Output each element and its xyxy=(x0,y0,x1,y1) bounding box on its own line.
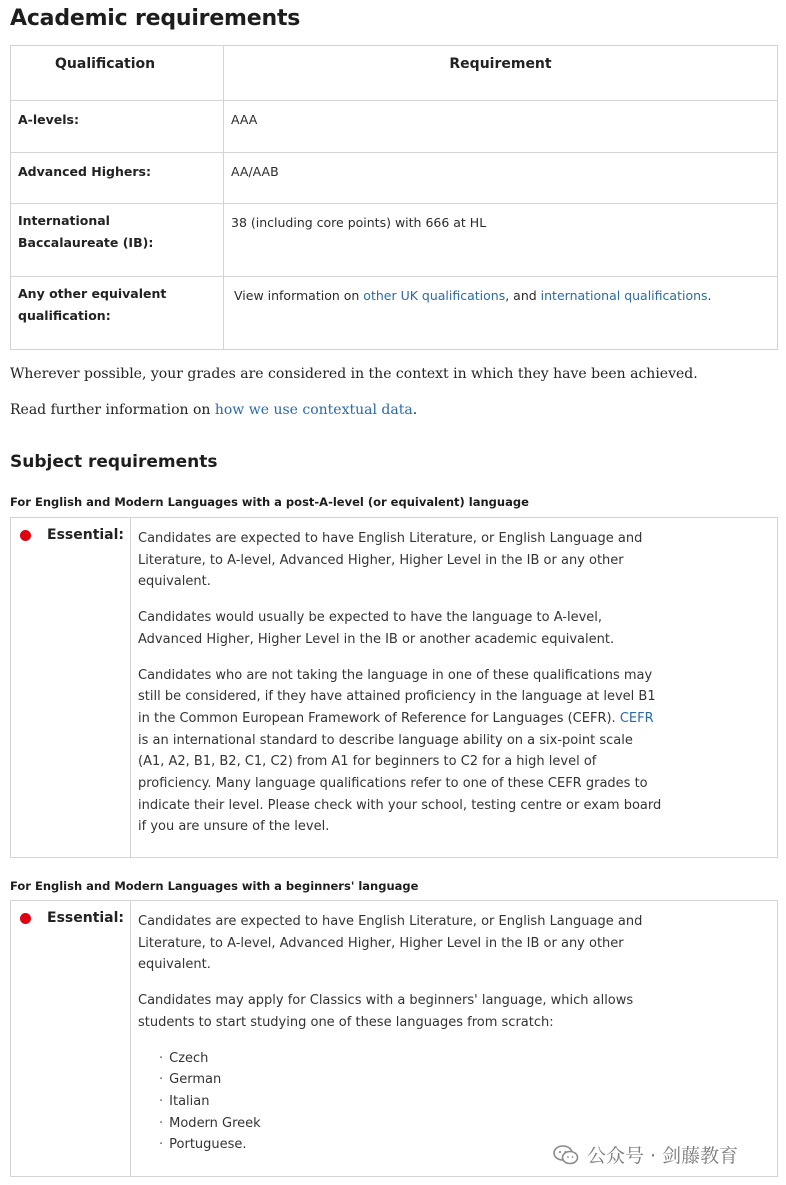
row-label: International Baccalaureate (IB): xyxy=(11,204,224,277)
academic-requirements-heading: Academic requirements xyxy=(10,6,301,31)
essential-label: Essential: xyxy=(47,910,125,926)
section1-label: For English and Modern Languages with a post-A-level (or equivalent) language xyxy=(10,495,529,509)
language-list xyxy=(159,1048,663,1157)
list-item: · Italian xyxy=(159,1091,663,1113)
requirement-header: Requirement xyxy=(224,46,778,101)
row-value: AAA xyxy=(224,101,778,153)
paragraph: Candidates would usually be expected to have the language to A-level, Advanced Higher, Higher Level in the IB or another academic equivalent. xyxy=(138,610,615,647)
watermark-text: 公众号 · 剑藤教育 xyxy=(587,1145,739,1167)
contextual-data-link[interactable]: how we use contextual data xyxy=(214,402,413,418)
section1-box xyxy=(10,517,778,858)
essential-content xyxy=(138,528,663,852)
essential-column xyxy=(11,901,131,1176)
row-label: A-levels: xyxy=(11,101,224,153)
bullet-dot-icon xyxy=(20,530,31,541)
qualification-header: Qualification xyxy=(11,46,224,101)
other-text-pre: View information on xyxy=(234,288,364,303)
context-pre: Read further information on xyxy=(10,402,215,418)
other-text-post: . xyxy=(707,288,712,303)
row-value: 38 (including core points) with 666 at HL xyxy=(224,204,778,277)
other-uk-qualifications-link[interactable]: other UK qualifications xyxy=(363,288,506,303)
essential-label: Essential: xyxy=(47,527,125,543)
paragraph xyxy=(138,665,663,839)
list-item: · Modern Greek xyxy=(159,1113,663,1135)
context-text: Wherever possible, your grades are considered in the context in which they have been achieved. xyxy=(10,366,698,382)
cefr-text-pre: Candidates who are not taking the language in one of these qualifications may still be considered, if they have attained proficiency in the language at level B1 in the Common European Framework of Reference for Languages (CEFR). xyxy=(138,667,656,726)
row-label: Advanced Highers: xyxy=(11,153,224,204)
table-row xyxy=(11,277,778,350)
row-value xyxy=(224,277,778,350)
table-row xyxy=(11,153,778,204)
paragraph: Candidates are expected to have English Literature, or English Language and Literature, to A-level, Advanced Higher, Higher Level in the IB or any other equivalent. xyxy=(138,531,643,590)
paragraph: Candidates may apply for Classics with a beginners' language, which allows students to start studying one of these languages from scratch: xyxy=(138,993,634,1030)
row-label: Any other equivalent qualification: xyxy=(11,277,224,350)
essential-content xyxy=(138,911,663,1156)
cefr-text-post: is an international standard to describe language ability on a six-point scale (A1, A2, B1, B2, C1, C2) from A1 for beginners to C2 for a high level of proficiency. Many language qualifications refer to one of these CEFR grades to indicate their level. Please check with your school, testing centre or exam board if you are unsure of the level. xyxy=(138,732,662,835)
paragraph: Candidates are expected to have English Literature, or English Language and Literature, to A-level, Advanced Higher, Higher Level in the IB or any other equivalent. xyxy=(138,914,643,973)
section2-box xyxy=(10,900,778,1177)
essential-column xyxy=(11,518,131,857)
row-value: AA/AAB xyxy=(224,153,778,204)
table-row xyxy=(11,204,778,277)
subject-requirements-heading: Subject requirements xyxy=(10,452,218,472)
other-text-mid: , and xyxy=(505,288,541,303)
context-post: . xyxy=(412,402,418,418)
list-item: · Czech xyxy=(159,1048,663,1070)
wechat-icon xyxy=(553,1145,579,1165)
contextual-data-line xyxy=(10,402,417,418)
list-item: · German xyxy=(159,1069,663,1091)
list-item: · Portuguese. xyxy=(159,1134,663,1156)
bullet-dot-icon xyxy=(20,913,31,924)
qualification-table xyxy=(10,45,778,350)
table-row xyxy=(11,101,778,153)
watermark xyxy=(553,1141,738,1168)
international-qualifications-link[interactable]: international qualifications xyxy=(540,288,708,303)
section2-label: For English and Modern Languages with a beginners' language xyxy=(10,879,419,893)
cefr-link[interactable]: CEFR xyxy=(619,710,654,726)
